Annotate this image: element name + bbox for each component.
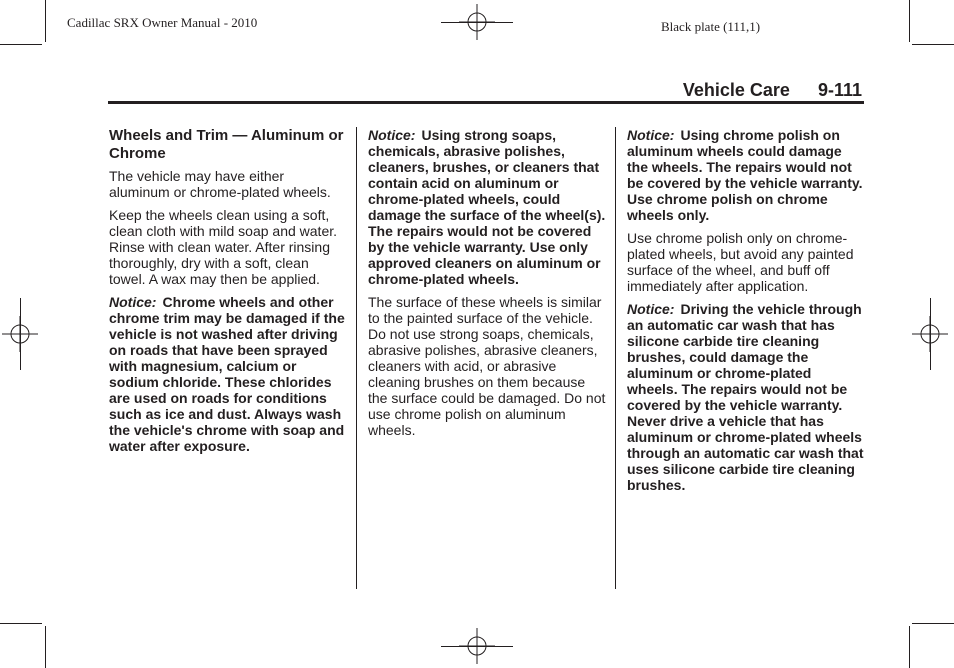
paragraph: The vehicle may have either aluminum or chrome-plated wheels. <box>109 168 331 200</box>
notice-block <box>368 127 606 287</box>
slug-manual-title: Cadillac SRX Owner Manual - 2010 <box>67 15 258 30</box>
crop-mark-bottom-right-vertical <box>909 626 910 668</box>
column-middle <box>368 127 606 445</box>
notice-text: Chrome wheels and other chrome trim may be damaged if the vehicle is not washed after driving on roads that have been sprayed with magnesium, calcium or sodium chloride. These chlorides are used on roads for conditions such as ice and dust. Always wash the vehicle's chrome with soap and water after exposure. <box>109 294 345 454</box>
crop-mark-top-left-horizontal <box>0 44 42 45</box>
slug-plate-info: Black plate (111,1) <box>661 19 761 34</box>
header-rule <box>108 101 864 104</box>
notice-text: Using chrome polish on aluminum wheels could damage the wheels. The repairs would not be covered by the vehicle warranty. Use chrome polish on chrome wheels only. <box>627 127 863 223</box>
crop-mark-top-right-vertical <box>909 0 910 42</box>
notice-text: Driving the vehicle through an automatic car wash that has silicone carbide tire cleaning brushes, could damage the aluminum or chrome-plated wheels. The repairs would not be covered by the vehicle warranty. Never drive a vehicle that has aluminum or chrome-plated wheels through an automatic car wash that uses silicone carbide tire cleaning brushes. <box>627 301 864 493</box>
crop-mark-bottom-right-horizontal <box>912 623 954 624</box>
registration-line-right <box>930 298 931 370</box>
column-right <box>627 127 865 500</box>
notice-block <box>627 301 865 493</box>
registration-line-top <box>441 22 513 23</box>
column-divider-2 <box>615 127 616 589</box>
notice-label: Notice: <box>368 127 416 143</box>
crop-mark-top-left-vertical <box>45 0 46 42</box>
notice-text: Using strong soaps, chemicals, abrasive polishes, cleaners, brushes, or cleaners that contain acid on aluminum or chrome-plated wheels, could damage the surface of the wheel(s). The repairs would not be covered by the vehicle warranty. Use only approved cleaners on aluminum or chrome-plated wheels. <box>368 127 606 287</box>
notice-block <box>627 127 865 223</box>
registration-line-left <box>20 298 21 370</box>
section-title: Vehicle Care <box>682 80 790 100</box>
paragraph: The surface of these wheels is similar to the painted surface of the vehicle. Do not use strong soaps, chemicals, abrasive polishes, abrasive cleaners, cleaners with acid, or abrasive cleaning brushes on them because the surface could be damaged. Do not use chrome polish on aluminum wheels. <box>368 294 606 438</box>
page-number: 9-111 <box>817 80 862 100</box>
crop-mark-bottom-left-vertical <box>45 626 46 668</box>
paragraph: Keep the wheels clean using a soft, clean cloth with mild soap and water. Rinse with clean water. After rinsing thoroughly, dry with a soft, clean towel. A wax may then be applied. <box>109 207 338 287</box>
crop-mark-bottom-left-horizontal <box>0 623 42 624</box>
column-left <box>109 127 347 461</box>
column-divider-1 <box>356 127 357 589</box>
notice-label: Notice: <box>627 301 675 317</box>
paragraph: Use chrome polish only on chrome-plated wheels, but avoid any painted surface of the wheel, and buff off immediately after application. <box>627 230 854 294</box>
notice-label: Notice: <box>627 127 675 143</box>
registration-line-bottom <box>441 646 513 647</box>
section-heading: Wheels and Trim — Aluminum or Chrome <box>109 127 344 162</box>
running-head <box>683 80 862 101</box>
crop-mark-top-right-horizontal <box>912 44 954 45</box>
notice-block <box>109 294 347 454</box>
notice-label: Notice: <box>109 294 157 310</box>
